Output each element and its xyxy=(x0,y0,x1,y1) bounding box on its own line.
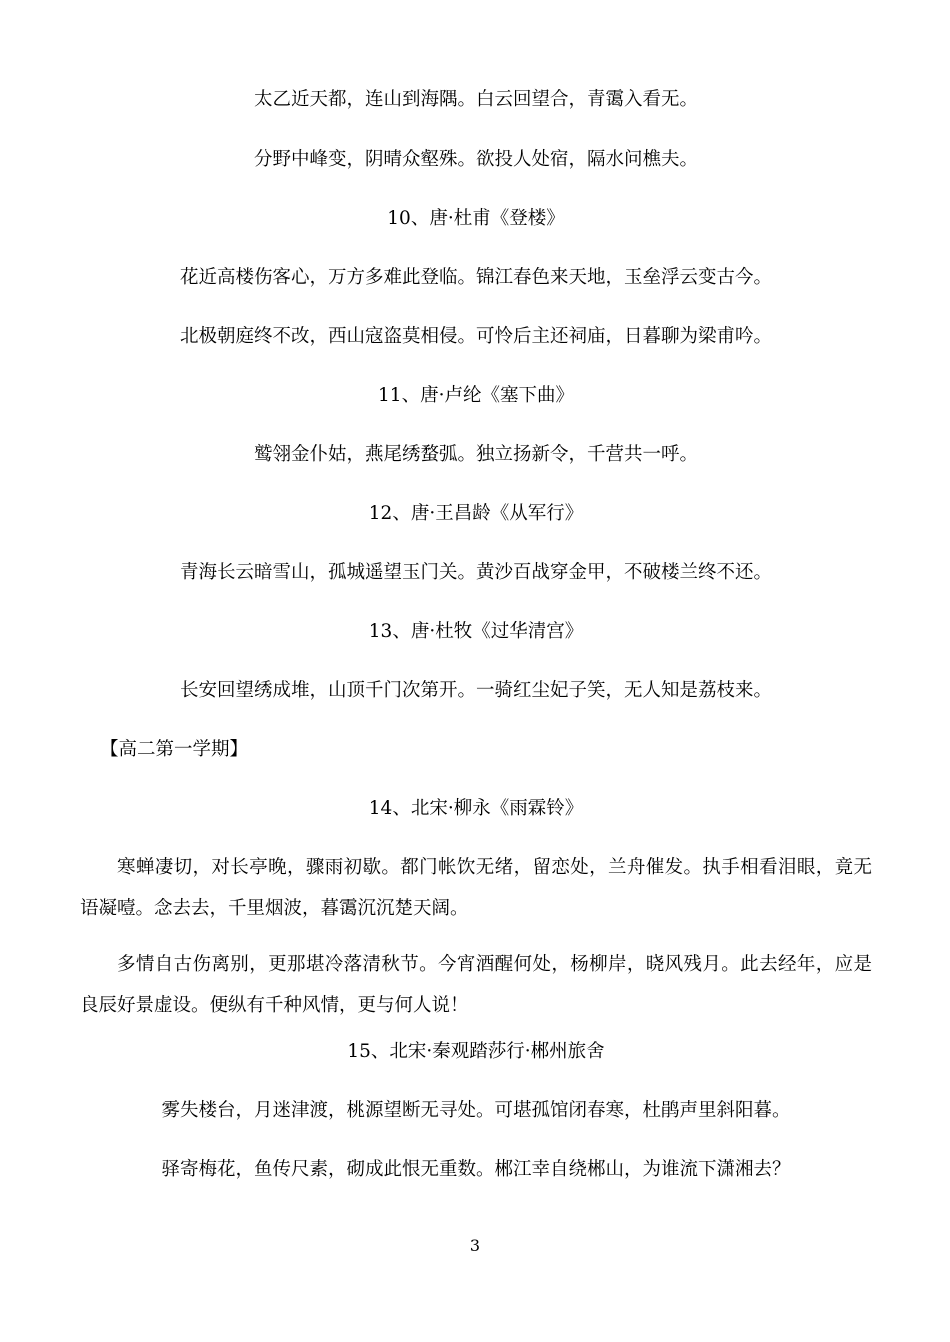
poem-line: 分野中峰变，阴晴众壑殊。欲投人处宿，隔水问樵夫。 xyxy=(253,149,698,170)
poem-paragraph: 多情自古伤离别，更那堪冷落清秋节。今宵酒醒何处，杨柳岸，晓风残月。此去经年，应是良辰好景虚设。便纵有千种风情，更与何人说！ xyxy=(80,954,872,1016)
poem-title: 11、唐·卢纶《塞下曲》 xyxy=(378,385,574,406)
page-number: 3 xyxy=(469,1236,481,1255)
poem-line: 北极朝庭终不改，西山寇盗莫相侵。可怜后主还祠庙，日暮聊为梁甫吟。 xyxy=(179,326,772,347)
poem-line: 雾失楼台，月迷津渡，桃源望断无寻处。可堪孤馆闭春寒，杜鹃声里斜阳暮。 xyxy=(161,1100,791,1121)
poem-title: 10、唐·杜甫《登楼》 xyxy=(387,208,565,229)
poem-title: 12、唐·王昌龄《从军行》 xyxy=(368,503,584,524)
poem-title: 14、北宋·柳永《雨霖铃》 xyxy=(368,798,584,819)
poem-line: 驿寄梅花，鱼传尺素，砌成此恨无重数。郴江幸自绕郴山，为谁流下潇湘去？ xyxy=(161,1159,791,1180)
poem-line: 太乙近天都，连山到海隅。白云回望合，青霭入看无。 xyxy=(253,89,698,110)
poem-title: 15、北宋·秦观踏莎行·郴州旅舍 xyxy=(347,1041,605,1062)
poem-line: 花近高楼伤客心，万方多难此登临。锦江春色来天地，玉垒浮云变古今。 xyxy=(179,267,772,288)
poem-paragraph: 寒蝉凄切，对长亭晚，骤雨初歇。都门帐饮无绪，留恋处，兰舟催发。执手相看泪眼，竟无语凝噎。念去去，千里烟波，暮霭沉沉楚天阔。 xyxy=(80,857,872,919)
section-heading: 【高二第一学期】 xyxy=(100,739,249,760)
poem-line: 鹫翎金仆姑，燕尾绣蝥弧。独立扬新令，千营共一呼。 xyxy=(253,444,698,465)
poem-title: 13、唐·杜牧《过华清宫》 xyxy=(368,621,584,642)
poem-line: 青海长云暗雪山，孤城遥望玉门关。黄沙百战穿金甲，不破楼兰终不还。 xyxy=(179,562,772,583)
poem-line: 长安回望绣成堆，山顶千门次第开。一骑红尘妃子笑，无人知是荔枝来。 xyxy=(179,680,772,701)
